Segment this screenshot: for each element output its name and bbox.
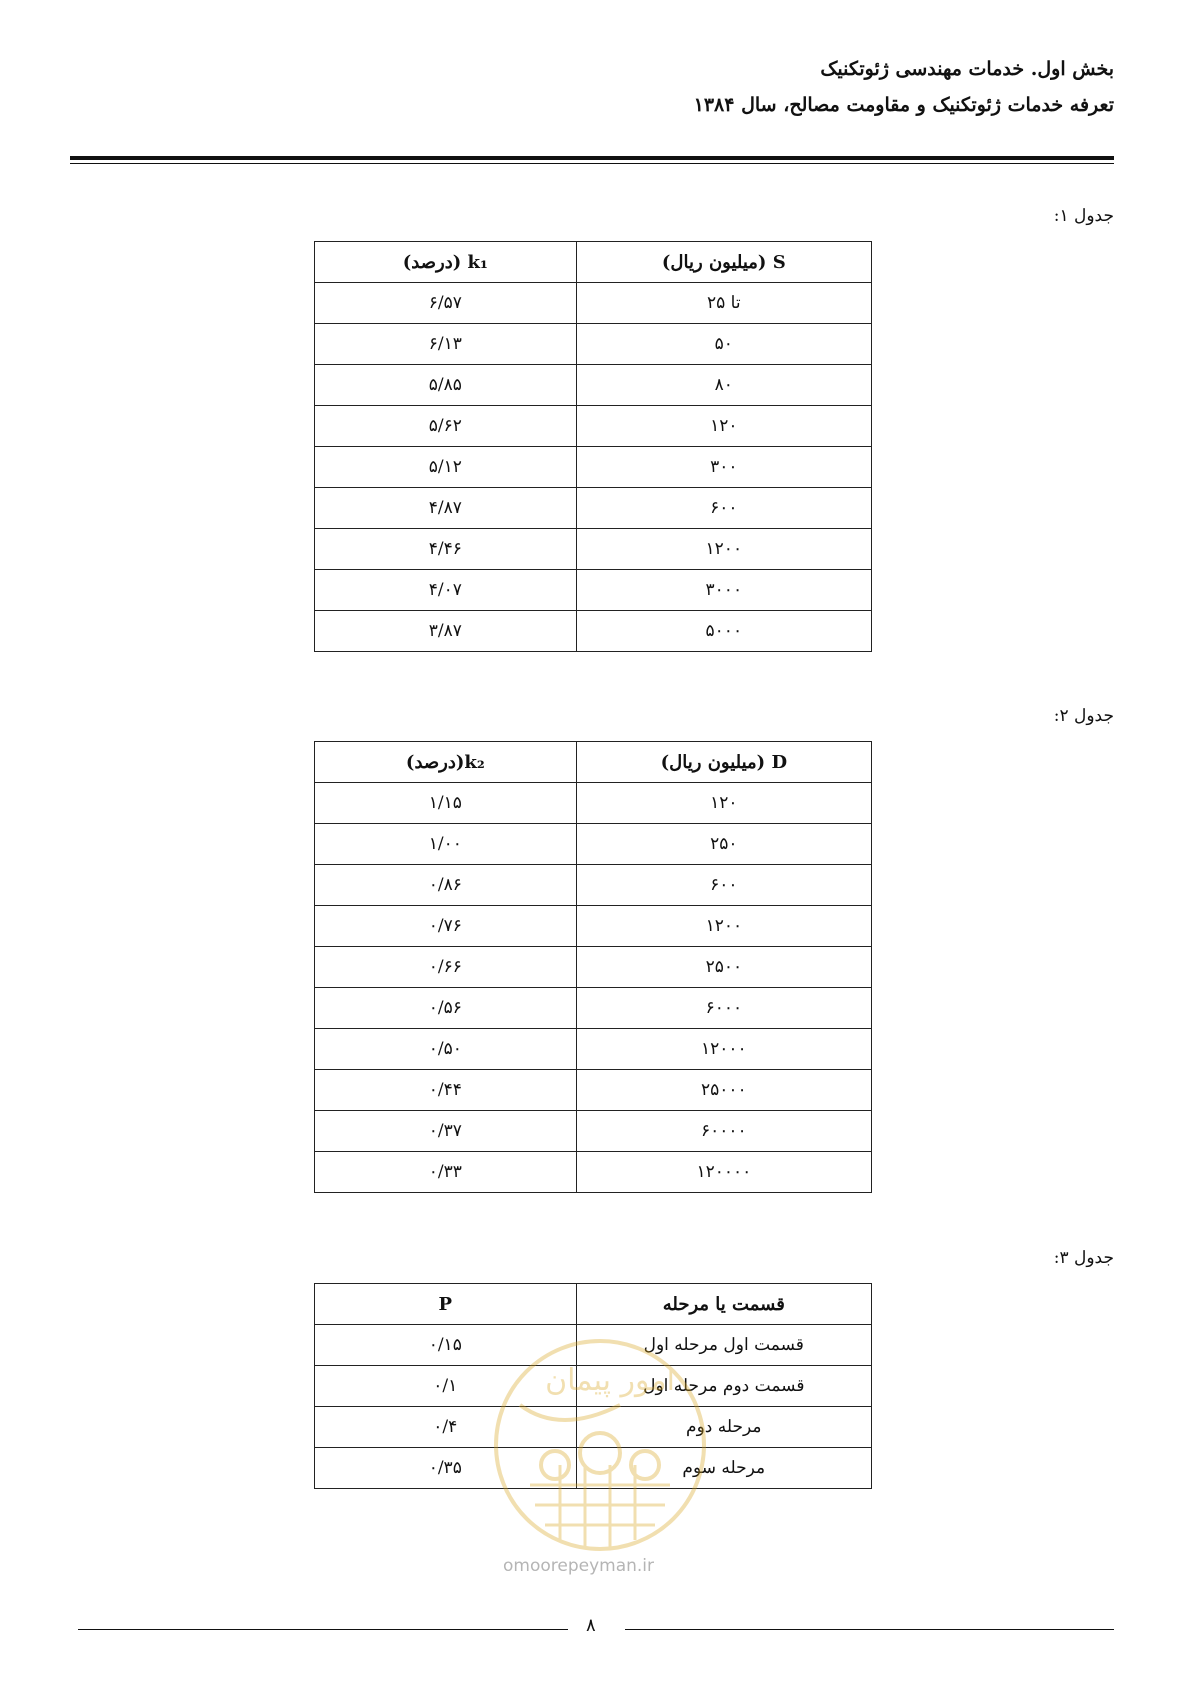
table1-cell-k1: ۵/۱۲ (315, 447, 577, 488)
table1-cell-k1: ۴/۸۷ (315, 488, 577, 529)
table-row (315, 1325, 872, 1366)
table2-cell-d: ۱۲۰۰۰۰ (576, 1152, 871, 1193)
table-row (315, 947, 872, 988)
page-number: ۸ (586, 1615, 596, 1636)
table3-header-p: P (315, 1284, 577, 1325)
footer-rule-right (625, 1629, 1114, 1630)
table1-cell-k1: ۴/۰۷ (315, 570, 577, 611)
table1-header-k1: k₁ (درصد) (315, 242, 577, 283)
table2-cell-k2: ۰/۴۴ (315, 1070, 577, 1111)
table2-cell-k2: ۱/۰۰ (315, 824, 577, 865)
header-section-title: بخش اول. خدمات مهندسی ژئوتکنیک (820, 58, 1114, 80)
table2-header-k2: k₂(درصد) (315, 742, 577, 783)
table3-cell-p: ۰/۱۵ (315, 1325, 577, 1366)
table2-cell-d: ۲۵۰۰۰ (576, 1070, 871, 1111)
table1-cell-k1: ۶/۵۷ (315, 283, 577, 324)
table-row (315, 406, 872, 447)
table1-cell-k1: ۶/۱۳ (315, 324, 577, 365)
table-row (315, 865, 872, 906)
table2-cell-k2: ۰/۳۷ (315, 1111, 577, 1152)
table2-caption: جدول ۲: (1053, 706, 1114, 726)
table-row (315, 324, 872, 365)
table3-caption: جدول ۳: (1053, 1248, 1114, 1268)
table-row (315, 283, 872, 324)
table2-cell-d: ۶۰۰۰ (576, 988, 871, 1029)
table2-cell-k2: ۰/۵۰ (315, 1029, 577, 1070)
table2-cell-d: ۶۰۰۰۰ (576, 1111, 871, 1152)
table3-header-stage: قسمت یا مرحله (576, 1284, 871, 1325)
table-row (315, 1152, 872, 1193)
table-row (315, 611, 872, 652)
table1-cell-s: ۳۰۰۰ (576, 570, 871, 611)
table1-cell-k1: ۳/۸۷ (315, 611, 577, 652)
table1-cell-s: ۵۰ (576, 324, 871, 365)
table3-cell-stage: قسمت اول مرحله اول (576, 1325, 871, 1366)
table-row (315, 447, 872, 488)
table-row (315, 1111, 872, 1152)
table2 (314, 741, 872, 1193)
table2-cell-d: ۲۵۰۰ (576, 947, 871, 988)
page-header (694, 58, 1114, 116)
table2-cell-d: ۱۲۰۰۰ (576, 1029, 871, 1070)
table2-cell-d: ۲۵۰ (576, 824, 871, 865)
table-row (315, 488, 872, 529)
table-row (315, 529, 872, 570)
table1-cell-s: تا ۲۵ (576, 283, 871, 324)
table-row (315, 1070, 872, 1111)
table2-cell-d: ۱۲۰ (576, 783, 871, 824)
table1-cell-s: ۳۰۰ (576, 447, 871, 488)
table1-cell-k1: ۴/۴۶ (315, 529, 577, 570)
table2-cell-d: ۱۲۰۰ (576, 906, 871, 947)
table-row (315, 1029, 872, 1070)
table2-cell-k2: ۰/۳۳ (315, 1152, 577, 1193)
header-rule-thin (70, 163, 1114, 164)
table-row (315, 365, 872, 406)
watermark-logo-text: امور پیمان (545, 1363, 675, 1398)
table1-cell-s: ۱۲۰ (576, 406, 871, 447)
table1-cell-s: ۵۰۰۰ (576, 611, 871, 652)
table-row (315, 570, 872, 611)
table3-cell-stage: قسمت دوم مرحله اول (576, 1366, 871, 1407)
footer-rule-left (78, 1629, 568, 1630)
table3-cell-p: ۰/۴ (315, 1407, 577, 1448)
table3-cell-stage: مرحله سوم (576, 1448, 871, 1489)
header-rule-thick (70, 156, 1114, 160)
table1-cell-k1: ۵/۸۵ (315, 365, 577, 406)
table1-caption: جدول ۱: (1053, 206, 1114, 226)
table1-header-s: S (میلیون ریال) (576, 242, 871, 283)
table-row (315, 1407, 872, 1448)
table2-cell-k2: ۰/۷۶ (315, 906, 577, 947)
table-row (315, 906, 872, 947)
table-row (315, 988, 872, 1029)
table-row (315, 783, 872, 824)
table1-cell-s: ۶۰۰ (576, 488, 871, 529)
table2-cell-d: ۶۰۰ (576, 865, 871, 906)
table3-cell-p: ۰/۳۵ (315, 1448, 577, 1489)
table1-cell-k1: ۵/۶۲ (315, 406, 577, 447)
table2-cell-k2: ۰/۵۶ (315, 988, 577, 1029)
table2-cell-k2: ۰/۸۶ (315, 865, 577, 906)
table3-cell-stage: مرحله دوم (576, 1407, 871, 1448)
table-row (315, 824, 872, 865)
watermark-text: omoorepeyman.ir (503, 1556, 655, 1576)
table2-cell-k2: ۰/۶۶ (315, 947, 577, 988)
table2-cell-k2: ۱/۱۵ (315, 783, 577, 824)
table3 (314, 1283, 872, 1489)
table1-cell-s: ۱۲۰۰ (576, 529, 871, 570)
table1-cell-s: ۸۰ (576, 365, 871, 406)
table3-cell-p: ۰/۱ (315, 1366, 577, 1407)
header-document-title: تعرفه خدمات ژئوتکنیک و مقاومت مصالح، سال ۱۳۸۴ (693, 94, 1114, 116)
table-row (315, 1366, 872, 1407)
table1 (314, 241, 872, 652)
table-row (315, 1448, 872, 1489)
table2-header-d: D (میلیون ریال) (576, 742, 871, 783)
